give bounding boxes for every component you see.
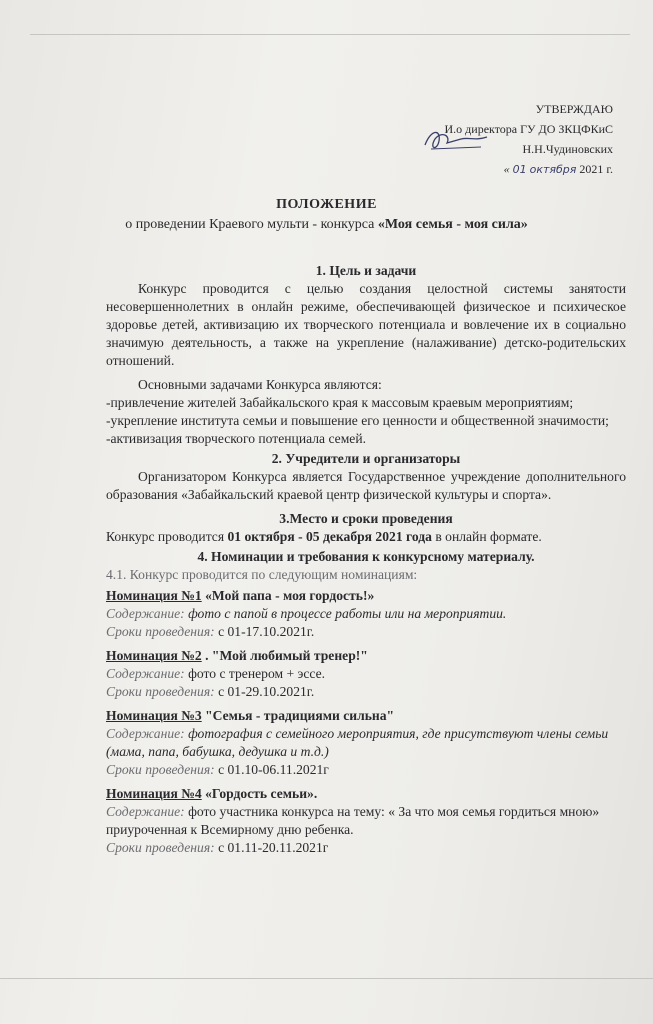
s3-text-pre: Конкурс проводится (106, 529, 228, 544)
nomination-content: фото с тренером + эссе. (184, 666, 326, 681)
paper-fold-top (30, 34, 630, 35)
date-day: 01 (512, 163, 527, 176)
document-title: ПОЛОЖЕНИЕ (276, 197, 377, 212)
approval-line-1: УТВЕРЖДАЮ (535, 102, 613, 116)
content-label: Содержание: (106, 726, 185, 741)
section-2-paragraph: Организатором Конкурса является Государственное учреждение дополнительного образования «Забайкальский краевой центр физической культуры и спорта». (106, 469, 626, 502)
nomination-3 (106, 707, 626, 779)
section-4-intro: 4.1. Конкурс проводится по следующим номинациям: (106, 567, 418, 582)
task-item: -привлечение жителей Забайкальского края к массовым краевым мероприятиям; (106, 395, 574, 410)
section-4-heading: 4. Номинации и требования к конкурсному материалу. (197, 549, 535, 564)
approval-line-3: Н.Н.Чудиновских (522, 142, 613, 156)
section-3-heading: 3.Место и сроки проведения (279, 511, 453, 526)
nomination-1 (106, 587, 626, 641)
nomination-number: Номинация №1 (106, 588, 202, 603)
dates-label: Сроки проведения: (106, 624, 215, 639)
approval-date (403, 159, 613, 180)
nomination-4 (106, 785, 626, 857)
dates-label: Сроки проведения: (106, 840, 215, 855)
document-body (106, 262, 626, 857)
nomination-name: . "Мой любимый тренер!" (201, 648, 368, 663)
task-item: -активизация творческого потенциала семей. (106, 431, 367, 446)
contest-name: «Моя семья - моя сила» (377, 217, 528, 232)
s3-text-post: в онлайн формате. (431, 529, 542, 544)
content-label: Содержание: (106, 804, 185, 819)
date-suffix: 2021 г. (579, 162, 613, 176)
subtitle-text: о проведении Краевого мульти - конкурса (125, 217, 378, 232)
date-prefix: « (503, 162, 510, 176)
document-subtitle (0, 217, 653, 233)
approval-block (403, 99, 613, 180)
nomination-content: фото участника конкурса на тему: « За что моя семья гордиться мною» приуроченная к Всемирному дню ребенка. (106, 804, 600, 837)
section-3-paragraph (106, 528, 626, 546)
nomination-content: фотография с семейного мероприятия, где присутствуют члены семьи (мама, папа, бабушка, дедушка и т.д.) (106, 726, 609, 759)
s3-dates: 01 октября - 05 декабря 2021 года (227, 529, 432, 544)
dates-label: Сроки проведения: (106, 684, 215, 699)
task-item: -укрепление института семьи и повышение его ценности и общественной значимости; (106, 413, 609, 428)
nomination-number: Номинация №2 (106, 648, 202, 663)
section-1-tasks-intro: Основными задачами Конкурса являются: (138, 377, 382, 392)
nomination-name: «Мой папа - моя гордость!» (201, 588, 375, 603)
content-label: Содержание: (106, 666, 185, 681)
approval-line-2: И.о директора ГУ ДО ЗКЦФКиС (444, 122, 613, 136)
dates-label: Сроки проведения: (106, 762, 215, 777)
nomination-dates: с 01-29.10.2021г. (214, 684, 315, 699)
nomination-dates: с 01.11-20.11.2021г (214, 840, 329, 855)
section-1-heading: 1. Цель и задачи (315, 263, 417, 278)
content-label: Содержание: (106, 606, 185, 621)
date-month: октября (529, 163, 577, 176)
nomination-name: «Гордость семьи». (201, 786, 318, 801)
nomination-number: Номинация №3 (106, 708, 202, 723)
section-1-paragraph: Конкурс проводится с целью создания целостной системы занятости несовершеннолетних в онлайн режиме, обеспечивающей физическое и психическое здоровье детей, активизацию их творческого потенциала и вовлечение их в социально значимую деятельность, а также на укрепление (налаживание) детско-родительских отношений. (106, 281, 626, 368)
nomination-dates: с 01.10-06.11.2021г (214, 762, 329, 777)
paper-fold-bottom (0, 978, 653, 979)
section-2-heading: 2. Учредители и организаторы (271, 451, 461, 466)
handwritten-signature-icon (421, 125, 491, 155)
nomination-2 (106, 647, 626, 701)
nomination-content: фото с папой в процессе работы или на мероприятии. (184, 606, 507, 621)
nomination-name: "Семья - традициями сильна" (201, 708, 395, 723)
nomination-dates: с 01-17.10.2021г. (214, 624, 315, 639)
nomination-number: Номинация №4 (106, 786, 202, 801)
